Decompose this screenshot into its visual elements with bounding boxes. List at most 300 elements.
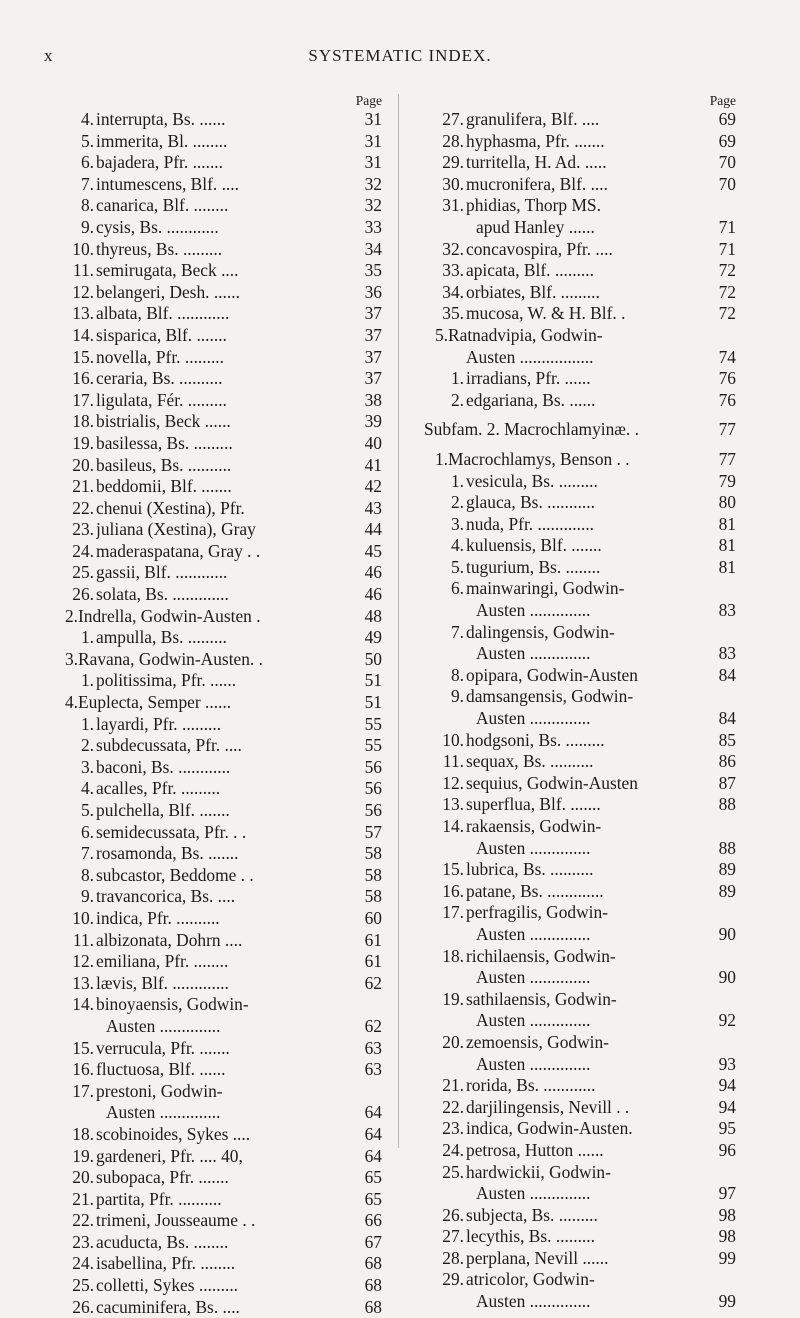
entry-text: phidias, Thorp MS. [466,195,601,216]
index-entry [54,692,382,714]
entry-number: 6. [80,152,94,173]
index-entry [424,174,736,196]
entry-page: 98 [716,1226,736,1248]
entry-text: maderaspatana, Gray . . [96,540,261,561]
index-entry [424,239,736,261]
entry-number: 1. [80,713,94,734]
entry-page: 63 [362,1059,382,1081]
entry-page: 56 [362,800,382,822]
index-entry [424,794,736,816]
entry-page: 70 [716,152,736,174]
entry-number: 21. [442,1075,464,1096]
index-entry [424,1269,736,1291]
entry-page: 94 [716,1097,736,1119]
entry-page: 87 [716,773,736,795]
entry-page: 83 [716,643,736,665]
entry-number: 4. [80,778,94,799]
entry-page: 65 [362,1167,382,1189]
entry-page: 39 [362,411,382,433]
entry-text: Austen .............. [476,967,591,988]
index-column-left [54,92,382,1318]
entry-number: 31. [442,195,464,216]
index-entry [54,606,382,628]
index-entry [54,1016,382,1038]
entry-text: petrosa, Hutton ...... [466,1139,604,1160]
entry-text: cacuminifera, Bs. .... [96,1296,240,1317]
index-entry [54,865,382,887]
entry-text: Austen .............. [476,923,591,944]
index-entry [424,1054,736,1076]
entry-text: subjecta, Bs. ......... [466,1204,598,1225]
entry-text: travancorica, Bs. .... [96,886,236,907]
index-entry [54,1059,382,1081]
entry-number: 6. [80,821,94,842]
entry-text: novella, Pfr. ......... [96,346,225,367]
entry-page: 63 [362,1038,382,1060]
entry-number: 28. [442,130,464,151]
entry-page: 61 [362,951,382,973]
entry-page: 64 [362,1146,382,1168]
entry-number: 33. [442,260,464,281]
entry-number: 5. [434,324,448,345]
entry-number: 12. [72,951,94,972]
entry-text: verrucula, Pfr. ....... [96,1037,230,1058]
entry-text: rosamonda, Bs. ....... [96,843,239,864]
index-entry [54,1253,382,1275]
entry-text: nuda, Pfr. ............. [466,513,595,534]
entry-number: 17. [72,389,94,410]
index-entry [54,303,382,325]
index-entry [54,476,382,498]
entry-page: 61 [362,930,382,952]
entry-text: semirugata, Beck .... [96,260,239,281]
entry-number: 14. [72,324,94,345]
index-entry [424,419,736,441]
entry-text: sequius, Godwin-Austen [466,772,638,793]
entry-page: 62 [362,1016,382,1038]
entry-page: 51 [362,670,382,692]
entry-page: 99 [716,1248,736,1270]
entry-number: 35. [442,303,464,324]
index-entry [54,930,382,952]
entry-text: Austen .............. [476,600,591,621]
index-entry [424,195,736,217]
entry-number: 24. [442,1139,464,1160]
index-entry [54,1189,382,1211]
entry-text: apicata, Blf. ......... [466,260,594,281]
entry-text: trimeni, Jousseaume . . [96,1210,256,1231]
entry-page: 86 [716,751,736,773]
entry-text: patane, Bs. ............. [466,880,604,901]
entry-text: Austen .............. [476,1010,591,1031]
entry-text: hardwickii, Godwin- [466,1161,611,1182]
entry-page: 64 [362,1124,382,1146]
entry-page: 70 [716,174,736,196]
entry-number: 22. [72,497,94,518]
entry-page: 95 [716,1118,736,1140]
entry-page: 64 [362,1102,382,1124]
entry-number: 11. [442,751,464,772]
index-entry [54,1081,382,1103]
entry-page: 67 [362,1232,382,1254]
entry-text: Austen .............. [476,1291,591,1312]
entry-text: canarica, Blf. ........ [96,195,229,216]
index-entry [54,908,382,930]
entry-number: 27. [442,1226,464,1247]
entry-text: colletti, Sykes ......... [96,1275,239,1296]
entry-text: interrupta, Bs. ...... [96,109,226,129]
entry-text: darjilingensis, Nevill . . [466,1096,630,1117]
index-entry [54,994,382,1016]
entry-text: beddomii, Blf. ....... [96,476,232,497]
entry-text: zemoensis, Godwin- [466,1031,609,1052]
index-entry [424,578,736,600]
entry-page: 32 [362,174,382,196]
entry-page: 77 [716,419,736,441]
entry-text: subdecussata, Pfr. .... [96,735,242,756]
entry-number: 10. [72,238,94,259]
entry-page: 43 [362,498,382,520]
entry-page: 77 [716,449,736,471]
entry-page: 65 [362,1189,382,1211]
entry-number: 3. [64,648,78,669]
entry-number: 18. [72,1123,94,1144]
entry-page: 36 [362,282,382,304]
entry-text: opipara, Godwin-Austen [466,664,638,685]
entry-number: 22. [72,1210,94,1231]
entry-page: 51 [362,692,382,714]
entry-page: 80 [716,492,736,514]
entry-text: binoyaensis, Godwin- [96,994,249,1015]
entry-text: prestoni, Godwin- [96,1080,223,1101]
entry-text: gassii, Blf. ............ [96,562,228,583]
index-entry [54,1167,382,1189]
index-entry [54,973,382,995]
entry-text: Austen .............. [476,1053,591,1074]
entry-page: 46 [362,584,382,606]
entry-text: hyphasma, Pfr. ....... [466,130,605,151]
index-entry [54,843,382,865]
entry-text: mucosa, W. & H. Blf. . [466,303,626,324]
entry-text: scobinoides, Sykes .... [96,1123,251,1144]
entry-text: Austen .............. [476,837,591,858]
index-entry [54,152,382,174]
entry-number: 3. [450,513,464,534]
index-entry [424,390,736,412]
index-entry [424,924,736,946]
index-entry [424,449,736,471]
entry-number: 7. [450,621,464,642]
index-entry [54,1232,382,1254]
entry-page: 71 [716,239,736,261]
entry-number: 27. [442,109,464,129]
entry-number: 4. [64,692,78,713]
entry-number: 2. [450,389,464,410]
entry-text: Euplecta, Semper ...... [78,692,232,713]
entry-text: apud Hanley ...... [476,216,595,237]
entry-page: 69 [716,109,736,131]
entry-number: 4. [450,535,464,556]
index-entry [54,778,382,800]
index-entry [54,109,382,131]
entry-page: 68 [362,1275,382,1297]
index-entry [424,1183,736,1205]
index-entry [424,1205,736,1227]
entry-page: 62 [362,973,382,995]
entry-page: 38 [362,390,382,412]
entry-page: 55 [362,714,382,736]
entry-number: 14. [442,816,464,836]
index-entry [424,1291,736,1313]
entry-number: 13. [442,794,464,815]
entry-page: 92 [716,1010,736,1032]
index-entry [424,967,736,989]
entry-page: 68 [362,1297,382,1318]
index-entry [424,730,736,752]
index-entry [424,1226,736,1248]
entry-number: 8. [80,864,94,885]
index-entry [54,519,382,541]
entry-number: 21. [72,476,94,497]
index-entry [54,368,382,390]
index-entry [54,1146,382,1168]
entry-page: 45 [362,541,382,563]
entry-page: 94 [716,1075,736,1097]
entry-page: 33 [362,217,382,239]
entry-text: glauca, Bs. ........... [466,492,595,513]
index-entry [424,881,736,903]
entry-page: 44 [362,519,382,541]
entry-number: 23. [442,1118,464,1139]
entry-page: 35 [362,260,382,282]
entry-page: 72 [716,260,736,282]
entry-text: atricolor, Godwin- [466,1269,595,1290]
entry-page: 72 [716,303,736,325]
index-entry [424,1162,736,1184]
index-entries-right [424,109,736,1313]
entry-page: 58 [362,865,382,887]
entry-text: perplana, Nevill ...... [466,1247,609,1268]
entry-page: 55 [362,735,382,757]
entry-text: rakaensis, Godwin- [466,816,602,836]
entry-text: politissima, Pfr. ...... [96,670,237,691]
entry-text: Austen .............. [476,708,591,729]
entry-page: 96 [716,1140,736,1162]
entry-page: 74 [716,347,736,369]
index-entry [54,714,382,736]
entry-number: 5. [450,556,464,577]
page-column-heading: Page [355,93,382,108]
index-entry [54,390,382,412]
entry-text: damsangensis, Godwin- [466,686,634,707]
entry-page: 37 [362,347,382,369]
entry-text: thyreus, Bs. ......... [96,238,223,259]
entry-number: 20. [442,1031,464,1052]
entry-page: 41 [362,455,382,477]
entry-page: 76 [716,390,736,412]
index-entry [54,1210,382,1232]
entry-text: albata, Blf. ............ [96,303,230,324]
index-entry [54,260,382,282]
entry-text: intumescens, Blf. .... [96,173,239,194]
entry-number: 34. [442,281,464,302]
index-entry [54,498,382,520]
entry-number: 16. [442,880,464,901]
entry-number: 29. [442,1269,464,1290]
entry-text: isabellina, Pfr. ........ [96,1253,236,1274]
entry-text: Macrochlamys, Benson . . [448,448,630,469]
entry-text: kuluensis, Blf. ....... [466,535,602,556]
entry-page: 31 [362,152,382,174]
index-entry [424,260,736,282]
entry-text: edgariana, Bs. ...... [466,389,596,410]
entry-text: Austen ................. [466,346,594,367]
entry-page: 90 [716,967,736,989]
entry-page: 37 [362,368,382,390]
entry-text: ceraria, Bs. .......... [96,368,223,389]
index-entry [424,600,736,622]
entry-text: semidecussata, Pfr. . . [96,821,247,842]
running-head: SYSTEMATIC INDEX. [308,46,492,65]
entry-number: 23. [72,1231,94,1252]
entry-page: 97 [716,1183,736,1205]
entry-text: Austen .............. [106,1102,221,1123]
entry-page: 81 [716,535,736,557]
entry-page: 58 [362,886,382,908]
index-entry [424,347,736,369]
entry-number: 15. [72,346,94,367]
entry-page: 58 [362,843,382,865]
index-entry [54,195,382,217]
entry-page: 69 [716,131,736,153]
index-entry [54,239,382,261]
index-entry [54,886,382,908]
entry-page: 32 [362,195,382,217]
entry-text: basileus, Bs. .......... [96,454,232,475]
entry-page: 48 [362,606,382,628]
entry-text: Austen .............. [476,643,591,664]
index-entry [424,902,736,924]
entry-page: 83 [716,600,736,622]
entry-text: concavospira, Pfr. .... [466,238,613,259]
entry-page: 42 [362,476,382,498]
entry-text: ampulla, Bs. ......... [96,627,227,648]
entry-number: 9. [80,886,94,907]
index-entry [424,109,736,131]
entry-number: 5. [80,130,94,151]
spacer [424,441,736,449]
index-entry [54,541,382,563]
entry-text: superflua, Blf. ....... [466,794,601,815]
entry-text: Ravana, Godwin-Austen. . [78,648,263,669]
entry-number: 1. [434,448,448,469]
index-entry [424,708,736,730]
index-entry [424,989,736,1011]
entry-page: 31 [362,131,382,153]
entry-number: 2. [80,735,94,756]
entry-number: 32. [442,238,464,259]
entry-number: 7. [80,843,94,864]
entry-text: mainwaringi, Godwin- [466,578,625,599]
entry-page: 40 [362,433,382,455]
entry-number: 28. [442,1247,464,1268]
index-entry [424,838,736,860]
entry-text: gardeneri, Pfr. .... 40, [96,1145,243,1166]
entry-text: irradians, Pfr. ...... [466,368,591,389]
entry-text: sisparica, Blf. ....... [96,324,227,345]
entry-number: 16. [72,1059,94,1080]
entry-number: 13. [72,972,94,993]
entry-number: 2. [450,492,464,513]
index-entry [54,822,382,844]
index-entry [54,217,382,239]
entry-number: 6. [450,578,464,599]
index-entry [424,282,736,304]
index-entry [54,584,382,606]
entry-text: albizonata, Dohrn .... [96,929,243,950]
index-entry [54,174,382,196]
entry-text: acuducta, Bs. ........ [96,1231,229,1252]
index-entry [424,859,736,881]
entry-page: 84 [716,665,736,687]
entry-page: 57 [362,822,382,844]
index-entry [424,535,736,557]
entry-text: solata, Bs. ............. [96,584,229,605]
entry-number: 12. [442,772,464,793]
entry-number: 23. [72,519,94,540]
entry-number: 20. [72,1167,94,1188]
index-entry [424,622,736,644]
entry-number: 14. [72,994,94,1015]
index-entry [424,471,736,493]
index-entry [424,643,736,665]
entry-page: 84 [716,708,736,730]
entry-text: pulchella, Blf. ....... [96,800,230,820]
index-entry [54,1124,382,1146]
entry-number: 24. [72,540,94,561]
index-entry [424,816,736,838]
entry-number: 1. [450,470,464,491]
index-entry [54,455,382,477]
entry-text: rorida, Bs. ............ [466,1075,596,1096]
index-entry [54,670,382,692]
entry-number: 17. [72,1080,94,1101]
entry-text: sequax, Bs. .......... [466,751,594,772]
entry-text: Austen .............. [476,1183,591,1204]
entry-text: richilaensis, Godwin- [466,945,616,966]
entry-number: 8. [80,195,94,216]
index-column-right [424,92,736,1313]
entry-page: 85 [716,730,736,752]
entry-text: subcastor, Beddome . . [96,864,254,885]
index-entry [54,433,382,455]
index-entry [424,303,736,325]
entry-page: 34 [362,239,382,261]
entry-text: fluctuosa, Blf. ...... [96,1059,226,1080]
entry-text: indica, Pfr. .......... [96,907,220,928]
index-entry [424,131,736,153]
index-entry [424,1248,736,1270]
entry-text: cysis, Bs. ............ [96,216,219,237]
entry-page: 37 [362,325,382,347]
index-entry [424,1032,736,1054]
entry-page: 99 [716,1291,736,1313]
entry-number: 24. [72,1253,94,1274]
entry-number: 11. [72,929,94,950]
entry-page: 56 [362,778,382,800]
entry-number: 25. [72,562,94,583]
entry-page: 49 [362,627,382,649]
